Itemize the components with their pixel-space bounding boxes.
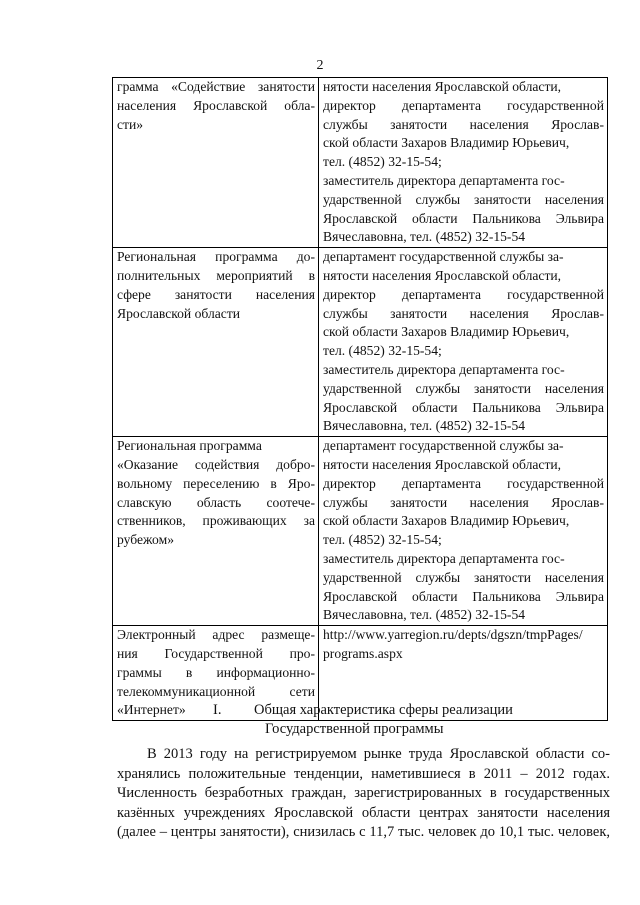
cell-line: Вячеславовна, тел. (4852) 32-15-54 [323, 418, 526, 434]
cell-line: директор департамента государственной [323, 286, 604, 302]
table-cell-responsible [319, 437, 608, 626]
cell-line: Ярославской области [117, 305, 241, 321]
cell-line: тел. (4852) 32-15-54; [323, 154, 442, 170]
cell-line: сти» [117, 116, 144, 132]
cell-line: Вячеславовна, тел. (4852) 32-15-54 [323, 229, 526, 245]
cell-line: тел. (4852) 32-15-54; [323, 532, 442, 548]
cell-line: вольному переселению в Яро- [117, 475, 315, 491]
cell-line: нятости населения Ярославской области, [323, 79, 562, 94]
cell-line: заместитель директора департамента гос- [323, 172, 565, 188]
paragraph-line: В 2013 году на регистрируемом рынке труда Ярославской области со- [147, 746, 610, 762]
table-cell-program [113, 437, 319, 626]
paragraph-line: Численность безработных граждан, зарегистрированных в государственных [117, 785, 610, 802]
cell-line: ударственной службы занятости населения [323, 191, 604, 207]
cell-line: Ярославской области Пальникова Эльвира [323, 210, 604, 226]
cell-line: нятости населения Ярославской области, [323, 456, 562, 472]
cell-line: директор департамента государственной [323, 475, 604, 491]
cell-line: рубежом» [117, 532, 174, 548]
cell-line: граммы в информационно- [117, 664, 315, 680]
cell-line: департамент государственной службы за- [323, 249, 564, 265]
cell-line: Региональная программа до- [117, 249, 315, 265]
cell-line: Ярославской области Пальникова Эльвира [323, 588, 604, 604]
url-line: programs.aspx [323, 645, 403, 661]
cell-line: службы занятости населения Ярослав- [323, 116, 604, 132]
table-cell-program [113, 78, 319, 248]
section-number: I. [213, 702, 222, 718]
cell-line: заместитель директора департамента гос- [323, 550, 565, 566]
cell-line: нятости населения Ярославской области, [323, 267, 562, 283]
cell-line: ударственной службы занятости населения [323, 380, 604, 396]
cell-line: ской области Захаров Владимир Юрьевич, [323, 324, 570, 340]
cell-line: грамма «Содействие занятости [117, 79, 315, 94]
cell-line: службы занятости населения Ярослав- [323, 305, 604, 321]
cell-line: ния Государственной про- [117, 645, 315, 661]
cell-line: тел. (4852) 32-15-54; [323, 343, 442, 359]
paragraph-line: хранялись положительные тенденции, наметившиеся в 2011 – 2012 годах. [117, 765, 610, 782]
table-row [113, 78, 608, 248]
cell-line: населения Ярославской обла- [117, 97, 315, 113]
table-cell-program [113, 248, 319, 437]
table-cell-responsible [319, 248, 608, 437]
paragraph-line: (далее – центры занятости), снизилась с 11,7 тыс. человек до 10,1 тыс. человек, [117, 824, 610, 841]
cell-line: Электронный адрес размеще- [117, 627, 315, 643]
program-info-table [112, 77, 608, 721]
cell-line: ударственной службы занятости населения [323, 569, 604, 585]
cell-line: Региональная программа [117, 438, 262, 454]
body-paragraph [117, 745, 610, 843]
section-title-line: Общая характеристика сферы реализации [254, 702, 513, 718]
page-number: 2 [316, 58, 324, 73]
cell-line: службы занятости населения Ярослав- [323, 494, 604, 510]
cell-line: ственников, проживающих за [117, 513, 315, 529]
cell-line: телекоммуникационной сети [117, 683, 315, 699]
cell-line: директор департамента государственной [323, 97, 604, 113]
section-title-line: Государственной программы [265, 721, 444, 737]
cell-line: ской области Захаров Владимир Юрьевич, [323, 513, 570, 529]
cell-line: полнительных мероприятий в [117, 267, 315, 283]
cell-line: заместитель директора департамента гос- [323, 361, 565, 377]
table-row [113, 248, 608, 437]
cell-line: славскую область соотече- [117, 494, 315, 510]
cell-line: сфере занятости населения [117, 286, 315, 302]
cell-line: ской области Захаров Владимир Юрьевич, [323, 135, 570, 151]
cell-line: департамент государственной службы за- [323, 438, 564, 454]
cell-line: «Интернет» [117, 702, 186, 718]
url-line: http://www.yarregion.ru/depts/dgszn/tmpPages/ [323, 627, 583, 643]
paragraph-line: казённых учреждениях Ярославской области центрах занятости населения [117, 804, 610, 821]
cell-line: Вячеславовна, тел. (4852) 32-15-54 [323, 607, 526, 623]
table-cell-responsible [319, 78, 608, 248]
cell-line: «Оказание содействия добро- [117, 456, 315, 472]
table-row [113, 437, 608, 626]
cell-line: Ярославской области Пальникова Эльвира [323, 399, 604, 415]
